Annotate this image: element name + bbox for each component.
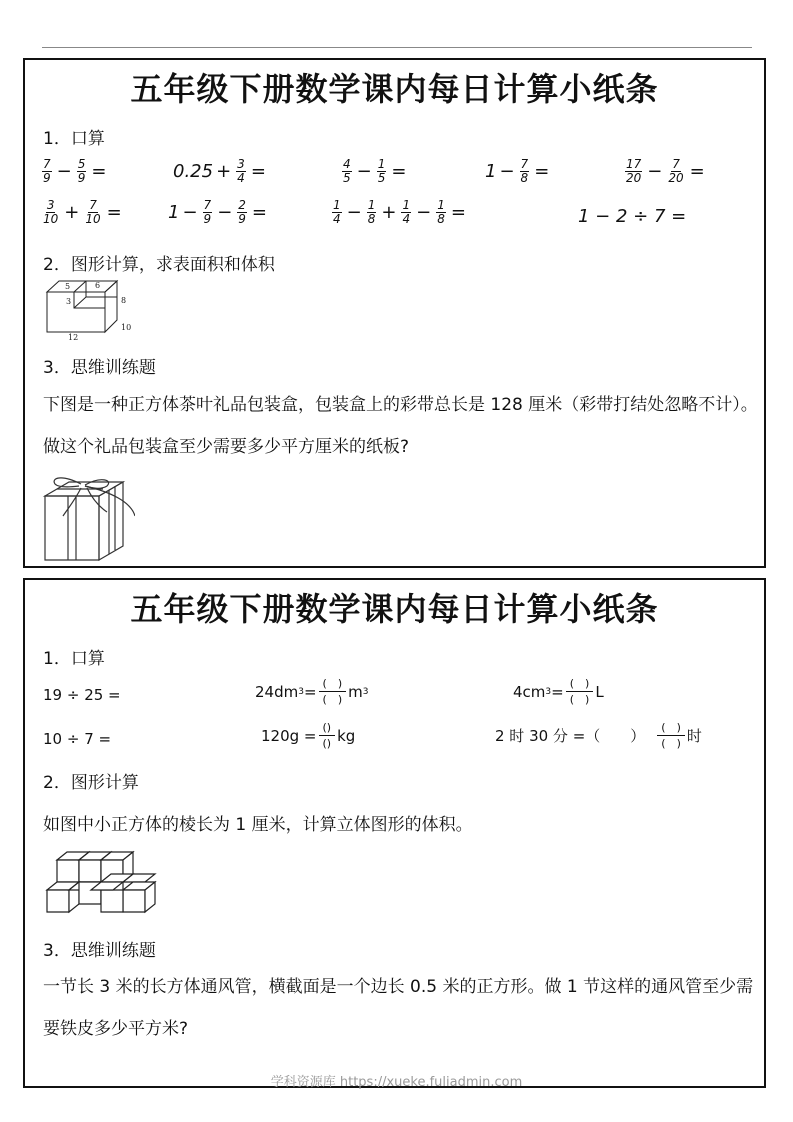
dim-label-5: 5 [65,282,71,291]
cube-stack-figure [43,848,173,918]
footer-watermark: 学科资源库 https://xueke.fuliadmin.com [270,1075,523,1090]
section-oral-calc: 1．口算 [43,649,105,669]
section-shape-calc: 2．图形计算 [43,773,139,793]
card-title: 五年级下册数学课内每日计算小纸条 [130,70,659,108]
card-title: 五年级下册数学课内每日计算小纸条 [130,590,659,628]
expr-1: $\frac{7}{9}$ − $\frac{5}{9}$ = [43,157,107,185]
problem-desc: 如图中小正方体的棱长为 1 厘米，计算立体图形的体积。 [43,815,473,835]
expr-dm3-to-m3: 24dm 3 = ( ) ( ) m 3 [255,677,369,706]
dim-label-3: 3 [66,297,72,306]
top-rule [42,47,752,48]
expr-10-div-7: 10 ÷ 7 = [43,730,112,748]
expr-4: 1 − $\frac{7}{8}$ = [485,157,550,185]
dim-label-8: 8 [121,296,127,305]
section-shape-calc: 2．图形计算，求表面积和体积 [43,255,275,275]
dim-label-12: 12 [68,333,79,342]
expr-2: 0.25 + $\frac{3}{4}$ = [173,157,266,185]
expr-cm3-to-L: 4cm 3 = ( ) ( ) L [513,677,604,706]
stepped-block-figure [41,278,151,342]
expr-8: $\frac{1}{4}$ − $\frac{1}{8}$ + $\frac{1}{4}$ − $\frac{1}{8}$ = [333,198,466,226]
expr-7: 1 − $\frac{7}{9}$ − $\frac{2}{9}$ = [168,198,268,226]
dim-label-6: 6 [95,281,101,290]
expr-6: $\frac{3}{10}$ + $\frac{7}{10}$ = [43,198,122,226]
expr-19-div-25: 19 ÷ 25 = [43,686,121,704]
section-oral-calc: 1．口算 [43,129,105,149]
expr-3: $\frac{4}{5}$ − $\frac{1}{5}$ = [343,157,407,185]
expr-g-to-kg: 120g = () () kg [261,721,356,750]
worksheet-card-1 [23,58,766,568]
worksheet-card-2 [23,578,766,1088]
dim-label-10: 10 [121,323,132,332]
section-thinking: 3．思维训练题 [43,941,156,961]
expr-9: 1 − 2 ÷ 7 = [578,206,687,227]
problem-text: 下图是一种正方体茶叶礼品包装盒，包装盒上的彩带总长是 128 厘米（彩带打结处忽略不计）。做这个礼品包装盒至少需要多少平方厘米的纸板? [43,395,758,457]
problem-text: 一节长 3 米的长方体通风管，横截面是一个边长 0.5 米的正方形。做 1 节这样的通风管至少需要铁皮多少平方米? [43,977,754,1039]
section-thinking: 3．思维训练题 [43,358,156,378]
expr-time-convert: 2 时 30 分 =（ ） ( ) ( ) 时 [495,721,702,750]
gift-box-figure [41,472,135,564]
expr-5: $\frac{17}{20}$ − $\frac{7}{20}$ = [626,157,705,185]
